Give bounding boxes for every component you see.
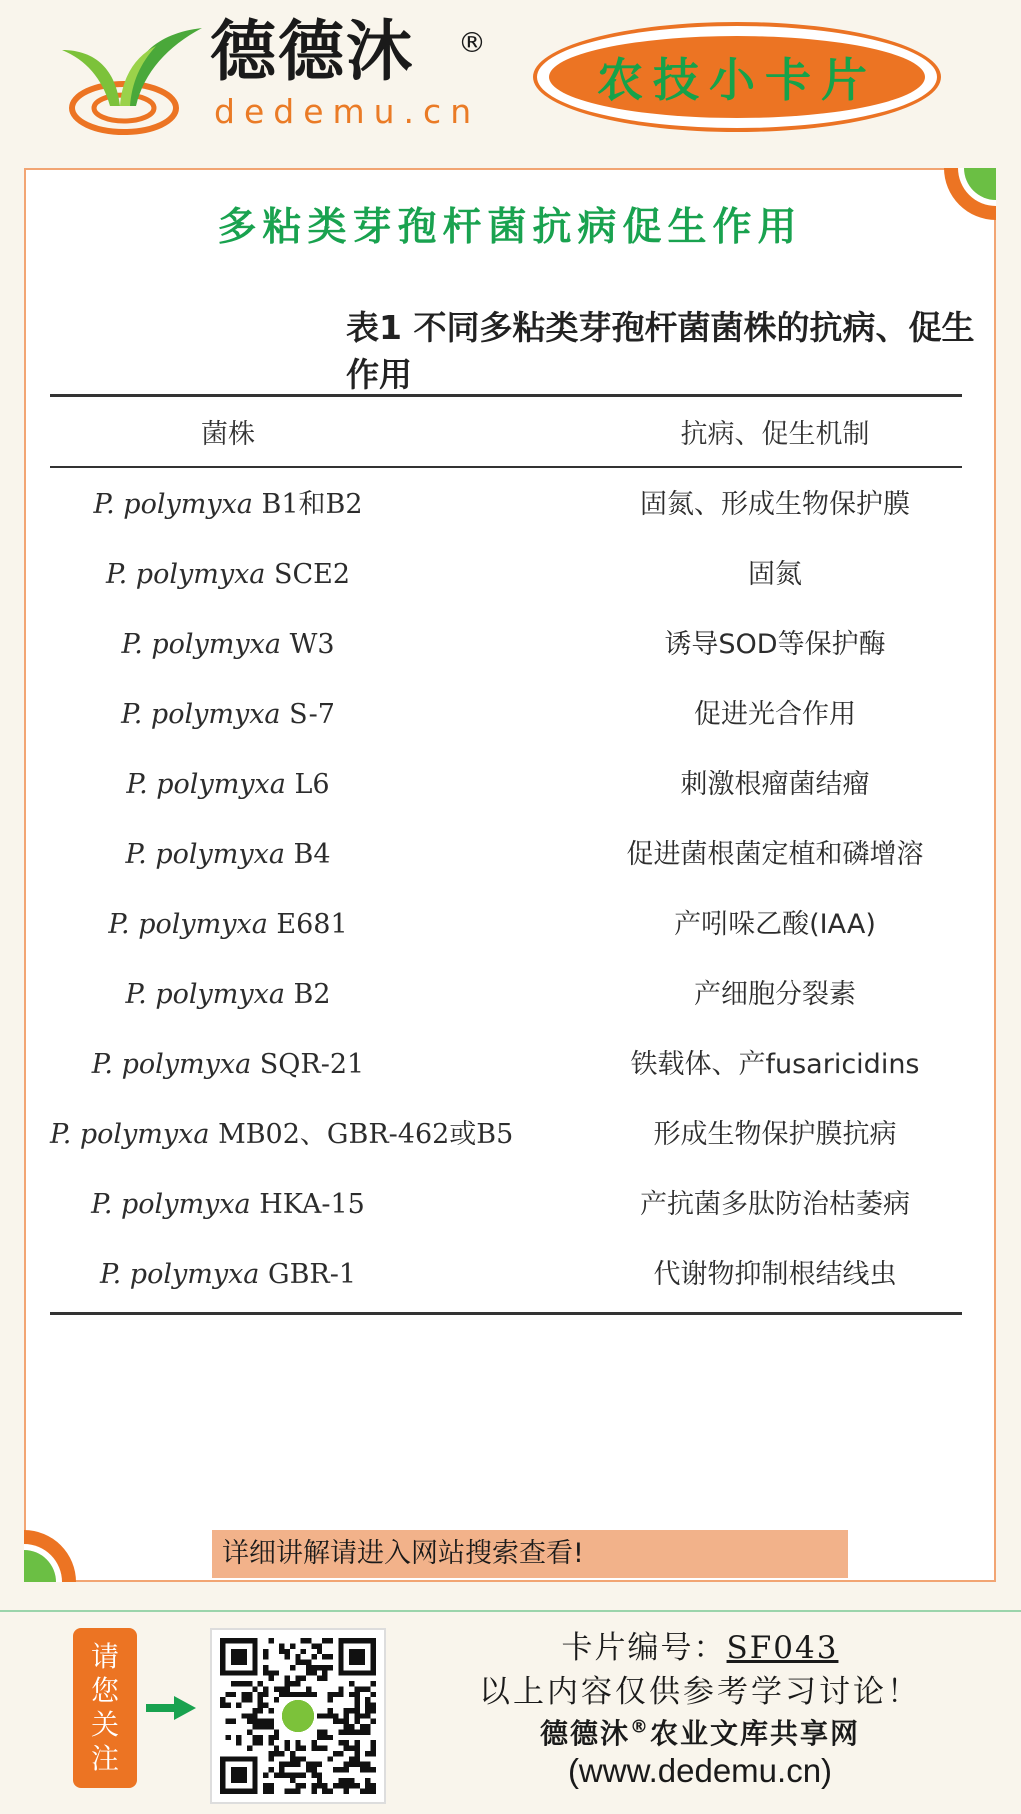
qr-code[interactable] — [210, 1628, 386, 1804]
table-row — [50, 1170, 962, 1240]
content-card — [24, 168, 996, 1582]
table-caption: 表1 不同多粘类芽孢杆菌菌株的抗病、促生作用 — [346, 308, 975, 394]
strain-cell: P. polymyxa E681 — [108, 909, 348, 940]
mechanism-cell: 产吲哚乙酸(IAA) — [674, 909, 876, 940]
table-row — [50, 680, 962, 750]
table-header-rule — [50, 466, 962, 468]
disclaimer: 以上内容仅供参考学习讨论！ — [479, 1674, 921, 1710]
column-header-strain: 菌株 — [201, 419, 255, 450]
table-row — [50, 1100, 962, 1170]
qr-code-icon — [220, 1638, 376, 1794]
mechanism-cell: 固氮 — [748, 559, 802, 590]
strain-cell: P. polymyxa SQR-21 — [91, 1049, 365, 1080]
mechanism-cell: 产细胞分裂素 — [694, 979, 856, 1010]
footer-divider — [0, 1610, 1021, 1612]
sprout-logo-icon — [56, 20, 206, 138]
strain-cell: P. polymyxa HKA-15 — [91, 1189, 365, 1220]
strain-cell: P. polymyxa B2 — [125, 979, 331, 1010]
website-link[interactable]: (www.dedemu.cn) — [567, 1752, 833, 1789]
column-header-mechanism: 抗病、促生机制 — [680, 419, 870, 450]
website-note: 详细讲解请进入网站搜索查看! — [212, 1530, 848, 1578]
card-type-badge — [533, 22, 941, 132]
strain-cell: P. polymyxa MB02、GBR-462或B5 — [50, 1119, 514, 1150]
registered-mark: ® — [458, 26, 486, 59]
strain-cell: P. polymyxa B1和B2 — [93, 489, 363, 520]
strain-cell: P. polymyxa W3 — [121, 629, 335, 660]
mechanism-cell: 促进菌根菌定植和磷增溶 — [626, 839, 924, 870]
table-row — [50, 820, 962, 890]
mechanism-cell: 铁载体、产fusaricidins — [630, 1049, 920, 1080]
mechanism-cell: 诱导SOD等保护酶 — [664, 629, 886, 660]
card-number-code: SF043 — [726, 1630, 839, 1666]
library-name: 德德沐®农业文库共享网 — [539, 1716, 861, 1750]
table-row — [50, 540, 962, 610]
table-row — [50, 890, 962, 960]
table-row — [50, 1240, 962, 1310]
card-number: 卡片编号：SF043 — [561, 1630, 839, 1666]
strain-cell: P. polymyxa S-7 — [121, 699, 335, 730]
mechanism-cell: 固氮、形成生物保护膜 — [640, 489, 910, 520]
mechanism-cell: 代谢物抑制根结线虫 — [653, 1259, 897, 1290]
mechanism-cell: 刺激根瘤菌结瘤 — [680, 769, 870, 800]
strain-cell: P. polymyxa GBR-1 — [99, 1259, 357, 1290]
table-row — [50, 960, 962, 1030]
card-title: 多粘类芽孢杆菌抗病促生作用 — [217, 205, 803, 250]
brand-url: dedemu.cn — [214, 92, 481, 131]
badge-label: 农技小卡片 — [597, 53, 877, 107]
strain-cell: P. polymyxa L6 — [126, 769, 330, 800]
strain-cell: P. polymyxa SCE2 — [105, 559, 351, 590]
strain-cell: P. polymyxa B4 — [125, 839, 331, 870]
table-row — [50, 610, 962, 680]
table-bottom-rule — [50, 1312, 962, 1315]
pointing-hand-icon — [144, 1690, 200, 1726]
table-top-rule — [50, 394, 962, 397]
mechanism-cell: 产抗菌多肽防治枯萎病 — [640, 1189, 910, 1220]
mechanism-cell: 形成生物保护膜抗病 — [653, 1119, 897, 1150]
follow-button[interactable]: 请您关注 — [73, 1628, 137, 1788]
brand-name: 德德沐 — [210, 13, 414, 90]
corner-leaf-icon — [24, 1530, 76, 1582]
table-row — [50, 470, 962, 540]
table-row — [50, 1030, 962, 1100]
table-row — [50, 750, 962, 820]
mechanism-cell: 促进光合作用 — [694, 699, 856, 730]
